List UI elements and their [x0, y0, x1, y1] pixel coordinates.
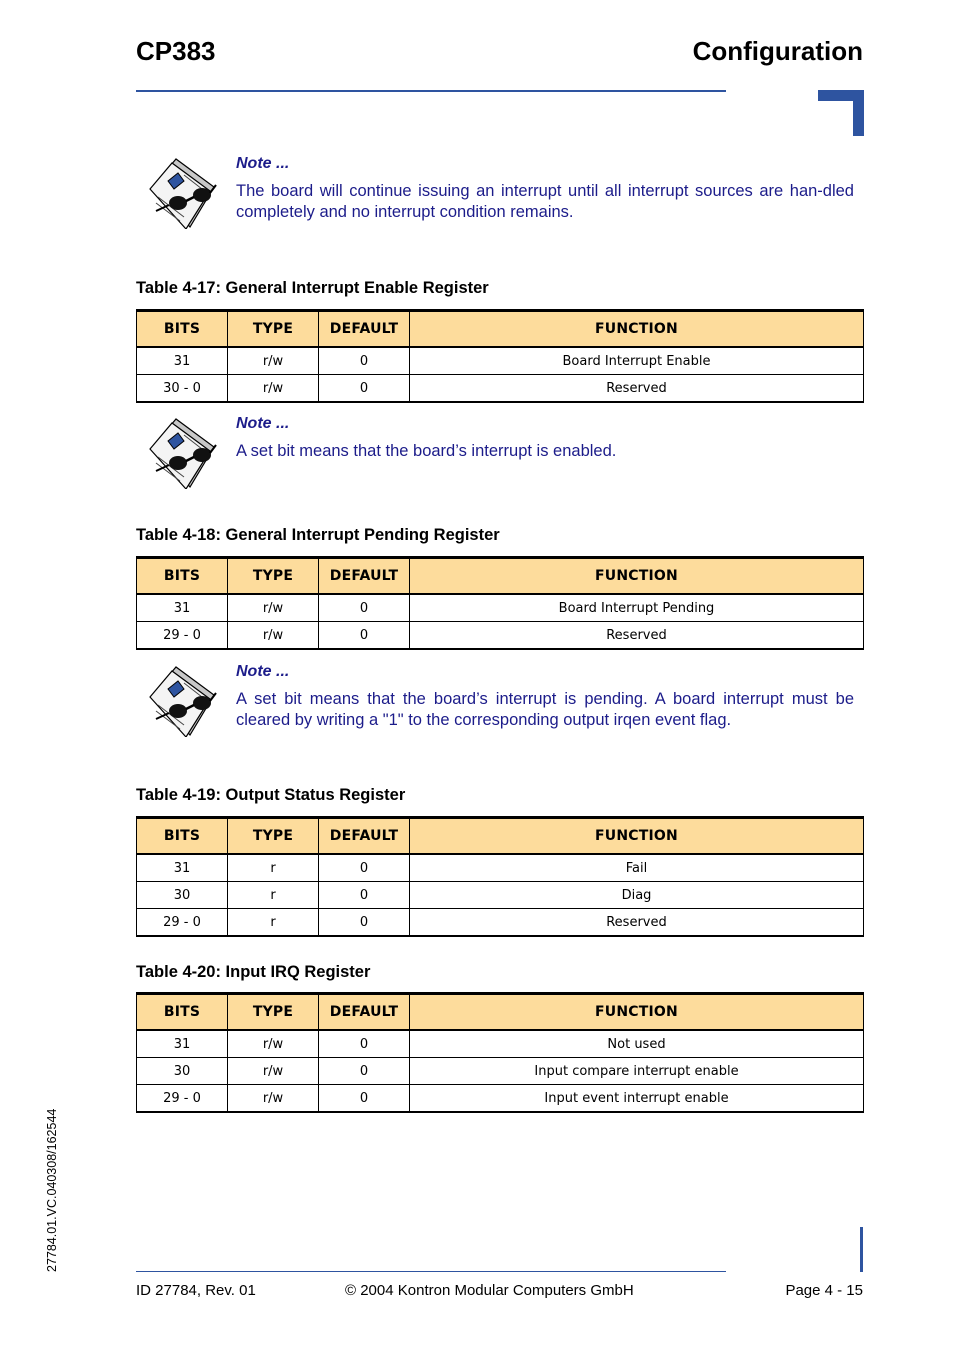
note-body: A set bit means that the board’s interrupt is enabled.	[236, 442, 617, 460]
footer-bar	[860, 1227, 863, 1272]
table-caption: Table 4-19: Output Status Register	[136, 786, 406, 804]
cell-type: r/w	[228, 1030, 319, 1058]
col-header-type: TYPE	[228, 311, 319, 348]
header-rule	[136, 90, 726, 92]
footer-rule	[136, 1271, 726, 1272]
section-title: Configuration	[692, 36, 863, 66]
cell-type: r/w	[228, 594, 319, 622]
col-header-bits: BITS	[137, 994, 228, 1031]
cell-default: 0	[319, 375, 410, 403]
corner-mark	[818, 90, 864, 136]
table-row	[137, 1058, 864, 1085]
note-body: A set bit means that the board’s interrupt is pending. A board interrupt must be cleared by writing a "1" to the corresponding output irqen event flag.	[236, 690, 854, 729]
cell-default: 0	[319, 1030, 410, 1058]
col-header-function: FUNCTION	[410, 818, 864, 855]
note-1	[136, 155, 864, 235]
table-row	[137, 909, 864, 937]
col-header-default: DEFAULT	[319, 311, 410, 348]
table-row	[137, 594, 864, 622]
cell-function: Reserved	[410, 375, 864, 403]
footer-doc-id: ID 27784, Rev. 01	[136, 1282, 256, 1299]
cell-type: r/w	[228, 622, 319, 650]
table-caption: Table 4-17: General Interrupt Enable Register	[136, 279, 489, 297]
side-document-id: 27784.01.VC.040308/162544	[45, 1108, 59, 1272]
col-header-default: DEFAULT	[319, 818, 410, 855]
note-glasses-icon	[144, 663, 218, 737]
col-header-type: TYPE	[228, 994, 319, 1031]
col-header-function: FUNCTION	[410, 994, 864, 1031]
cell-default: 0	[319, 1085, 410, 1113]
table-row	[137, 1085, 864, 1113]
note-3	[136, 663, 864, 743]
cell-bits: 30	[137, 1058, 228, 1085]
cell-bits: 31	[137, 854, 228, 882]
cell-default: 0	[319, 909, 410, 937]
col-header-bits: BITS	[137, 311, 228, 348]
note-glasses-icon	[144, 155, 218, 229]
cell-type: r/w	[228, 1085, 319, 1113]
cell-type: r/w	[228, 1058, 319, 1085]
register-table	[136, 309, 864, 403]
cell-function: Diag	[410, 882, 864, 909]
note-title: Note ...	[236, 663, 290, 680]
footer-copyright: © 2004 Kontron Modular Computers GmbH	[345, 1282, 634, 1299]
note-title: Note ...	[236, 415, 290, 432]
col-header-bits: BITS	[137, 558, 228, 595]
table-row	[137, 854, 864, 882]
table-row	[137, 347, 864, 375]
note-2	[136, 415, 864, 495]
col-header-default: DEFAULT	[319, 558, 410, 595]
table-row	[137, 1030, 864, 1058]
register-table	[136, 992, 864, 1113]
product-title: CP383	[136, 36, 216, 66]
table-caption: Table 4-18: General Interrupt Pending Register	[136, 526, 500, 544]
cell-type: r	[228, 882, 319, 909]
cell-function: Input event interrupt enable	[410, 1085, 864, 1113]
cell-bits: 30	[137, 882, 228, 909]
cell-default: 0	[319, 882, 410, 909]
col-header-bits: BITS	[137, 818, 228, 855]
table-row	[137, 882, 864, 909]
col-header-function: FUNCTION	[410, 311, 864, 348]
footer-page-number: Page 4 - 15	[785, 1282, 863, 1299]
cell-function: Reserved	[410, 909, 864, 937]
cell-type: r	[228, 854, 319, 882]
cell-bits: 29 - 0	[137, 622, 228, 650]
register-table	[136, 816, 864, 937]
cell-function: Reserved	[410, 622, 864, 650]
cell-bits: 31	[137, 347, 228, 375]
cell-bits: 29 - 0	[137, 909, 228, 937]
cell-default: 0	[319, 854, 410, 882]
col-header-function: FUNCTION	[410, 558, 864, 595]
col-header-type: TYPE	[228, 558, 319, 595]
cell-default: 0	[319, 622, 410, 650]
cell-type: r/w	[228, 347, 319, 375]
register-table	[136, 556, 864, 650]
cell-bits: 29 - 0	[137, 1085, 228, 1113]
cell-default: 0	[319, 347, 410, 375]
cell-bits: 30 - 0	[137, 375, 228, 403]
cell-function: Board Interrupt Enable	[410, 347, 864, 375]
cell-function: Input compare interrupt enable	[410, 1058, 864, 1085]
table-caption: Table 4-20: Input IRQ Register	[136, 963, 371, 981]
cell-default: 0	[319, 1058, 410, 1085]
note-body: The board will continue issuing an interrupt until all interrupt sources are han-dled completely and no interrupt condition remains.	[236, 182, 854, 221]
cell-function: Fail	[410, 854, 864, 882]
cell-function: Not used	[410, 1030, 864, 1058]
cell-type: r	[228, 909, 319, 937]
cell-bits: 31	[137, 1030, 228, 1058]
cell-type: r/w	[228, 375, 319, 403]
note-title: Note ...	[236, 155, 290, 172]
note-glasses-icon	[144, 415, 218, 489]
col-header-type: TYPE	[228, 818, 319, 855]
table-row	[137, 622, 864, 650]
col-header-default: DEFAULT	[319, 994, 410, 1031]
cell-default: 0	[319, 594, 410, 622]
cell-bits: 31	[137, 594, 228, 622]
cell-function: Board Interrupt Pending	[410, 594, 864, 622]
table-row	[137, 375, 864, 403]
